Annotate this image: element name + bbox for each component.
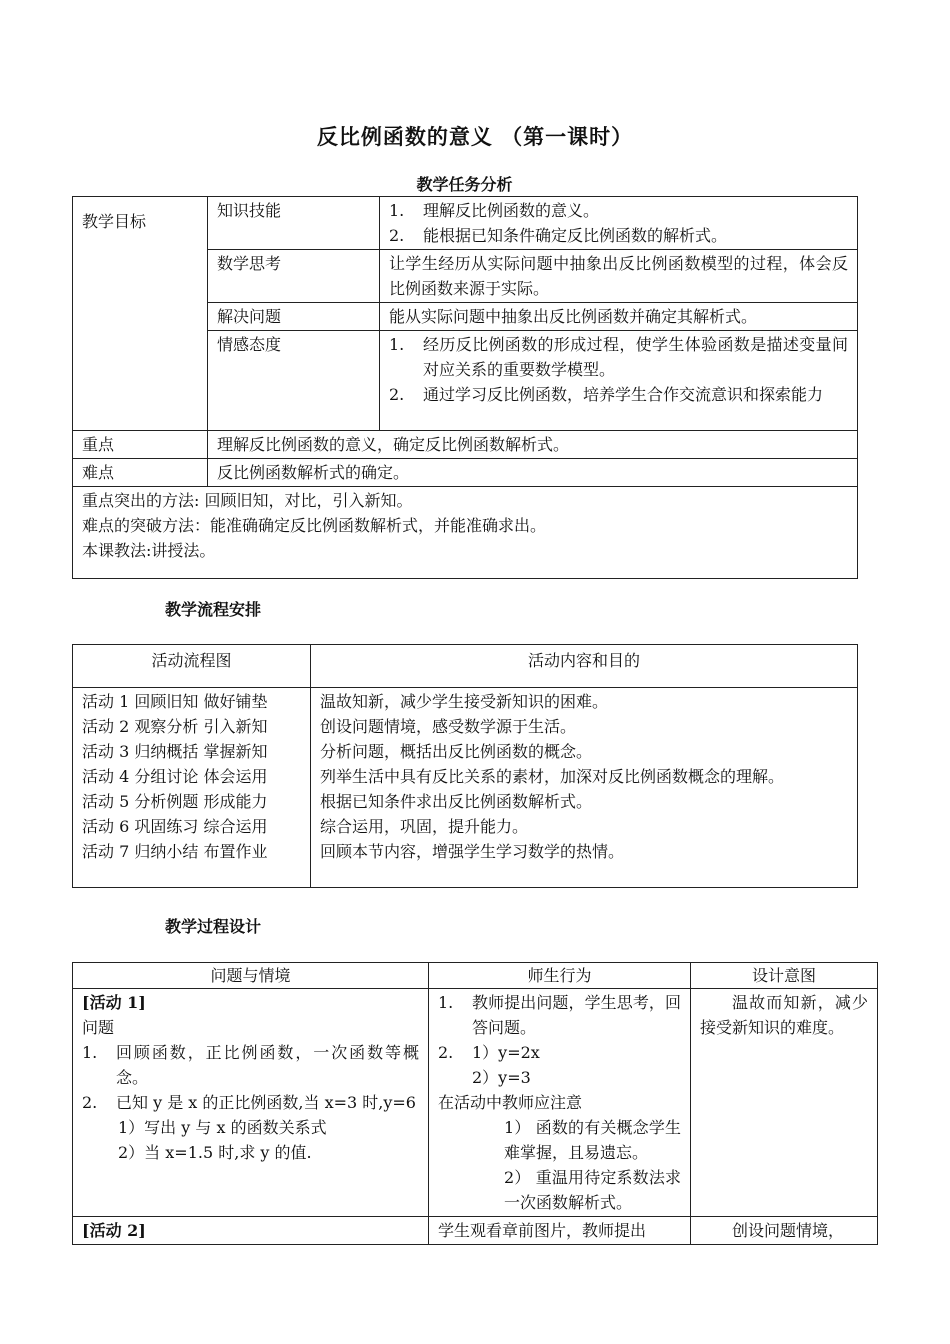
flow-col1-header: 活动流程图 [73, 645, 311, 688]
list-item: 1） 函数的有关概念学生难掌握，且易遗忘。 [504, 1118, 681, 1162]
method-line: 难点的突破方法：能准确确定反比例函数解析式，并能准确求出。 [82, 516, 547, 535]
activity1-problem [73, 989, 429, 1217]
goal-attitude-list [380, 331, 858, 431]
activity2-intent: 创设问题情境， [691, 1217, 878, 1245]
list-item: 2） 重温用待定系数法求一次函数解析式。 [504, 1168, 681, 1212]
answer-line: 2）y=3 [472, 1068, 531, 1087]
activity2-behavior: 学生观看章前图片，教师提出 [429, 1217, 691, 1245]
list-item: 创设问题情境，感受数学源于生活。 [320, 717, 577, 736]
goal-label: 教学目标 [73, 197, 208, 431]
method-line: 本课教法:讲授法。 [82, 541, 216, 560]
list-item: 1. 回顾函数，正比例函数，一次函数等概念。 [82, 1043, 419, 1087]
activity1-behavior [429, 989, 691, 1217]
note-label: 在活动中教师应注意 [438, 1093, 583, 1112]
process-col3-header: 设计意图 [691, 963, 878, 989]
flow-heading: 教学流程安排 [165, 600, 262, 619]
list-item: 活动 6 巩固练习 综合运用 [82, 817, 268, 836]
list-item: 温故知新，减少学生接受新知识的困难。 [320, 692, 609, 711]
list-item: 2. 能根据已知条件确定反比例函数的解析式。 [389, 226, 728, 245]
difficulty-text: 反比例函数解析式的确定。 [208, 459, 858, 487]
list-item: 回顾本节内容，增强学生学习数学的热情。 [320, 842, 625, 861]
process-col1-header: 问题与情境 [73, 963, 429, 989]
page-title: 反比例函数的意义 （第一课时） [316, 124, 634, 149]
flow-col2-header: 活动内容和目的 [311, 645, 858, 688]
task-analysis-table [72, 196, 858, 579]
process-heading: 教学过程设计 [165, 917, 262, 936]
list-item: 活动 7 归纳小结 布置作业 [82, 842, 268, 861]
goal-thinking-text: 让学生经历从实际问题中抽象出反比例函数模型的过程，体会反比例函数来源于实际。 [380, 250, 858, 303]
activity2-label: [活动 2] [73, 1217, 429, 1245]
flow-table [72, 644, 858, 888]
list-item: 1. 教师提出问题，学生思考，回答问题。 [438, 993, 681, 1037]
list-item: 活动 4 分组讨论 体会运用 [82, 767, 268, 786]
key-text: 理解反比例函数的意义，确定反比例函数解析式。 [208, 431, 858, 459]
goal-label-solving: 解决问题 [208, 303, 380, 331]
list-item: 2. 通过学习反比例函数，培养学生合作交流意识和探索能力 [389, 385, 824, 404]
method-line: 重点突出的方法: 回顾旧知，对比，引入新知。 [82, 491, 413, 510]
list-item: 分析问题，概括出反比例函数的概念。 [320, 742, 593, 761]
list-item: 综合运用，巩固，提升能力。 [320, 817, 529, 836]
goal-solving-text: 能从实际问题中抽象出反比例函数并确定其解析式。 [380, 303, 858, 331]
sub-question: 1）写出 y 与 x 的函数关系式 [118, 1118, 327, 1137]
difficulty-label: 难点 [73, 459, 208, 487]
methods-cell [73, 487, 858, 579]
list-item: 活动 3 归纳概括 掌握新知 [82, 742, 268, 761]
flow-activities [73, 688, 311, 888]
activity1-intent: 温故而知新，减少接受新知识的难度。 [691, 989, 878, 1217]
process-table [72, 962, 878, 1245]
list-item: 活动 1 回顾旧知 做好铺垫 [82, 692, 268, 711]
goal-label-thinking: 数学思考 [208, 250, 380, 303]
activity1-label: [活动 1] [82, 993, 146, 1012]
flow-contents [311, 688, 858, 888]
list-item: 1. 经历反比例函数的形成过程，使学生体验函数是描述变量间对应关系的重要数学模型。 [389, 335, 848, 379]
list-item: 2. 已知 y 是 x 的正比例函数,当 x=3 时,y=6 [82, 1093, 416, 1112]
sub-question: 2）当 x=1.5 时,求 y 的值. [118, 1143, 312, 1162]
list-item: 活动 5 分析例题 形成能力 [82, 792, 268, 811]
key-label: 重点 [73, 431, 208, 459]
task-analysis-heading: 教学任务分析 [416, 175, 513, 194]
list-item: 2. 1）y=2x [438, 1043, 540, 1062]
goal-knowledge-list [380, 197, 858, 250]
list-item: 活动 2 观察分析 引入新知 [82, 717, 268, 736]
list-item: 1. 理解反比例函数的意义。 [389, 201, 600, 220]
process-col2-header: 师生行为 [429, 963, 691, 989]
list-item: 列举生活中具有反比关系的素材，加深对反比例函数概念的理解。 [320, 767, 785, 786]
goal-label-attitude: 情感态度 [208, 331, 380, 431]
problem-label: 问题 [82, 1018, 115, 1037]
goal-label-knowledge: 知识技能 [208, 197, 380, 250]
list-item: 根据已知条件求出反比例函数解析式。 [320, 792, 593, 811]
